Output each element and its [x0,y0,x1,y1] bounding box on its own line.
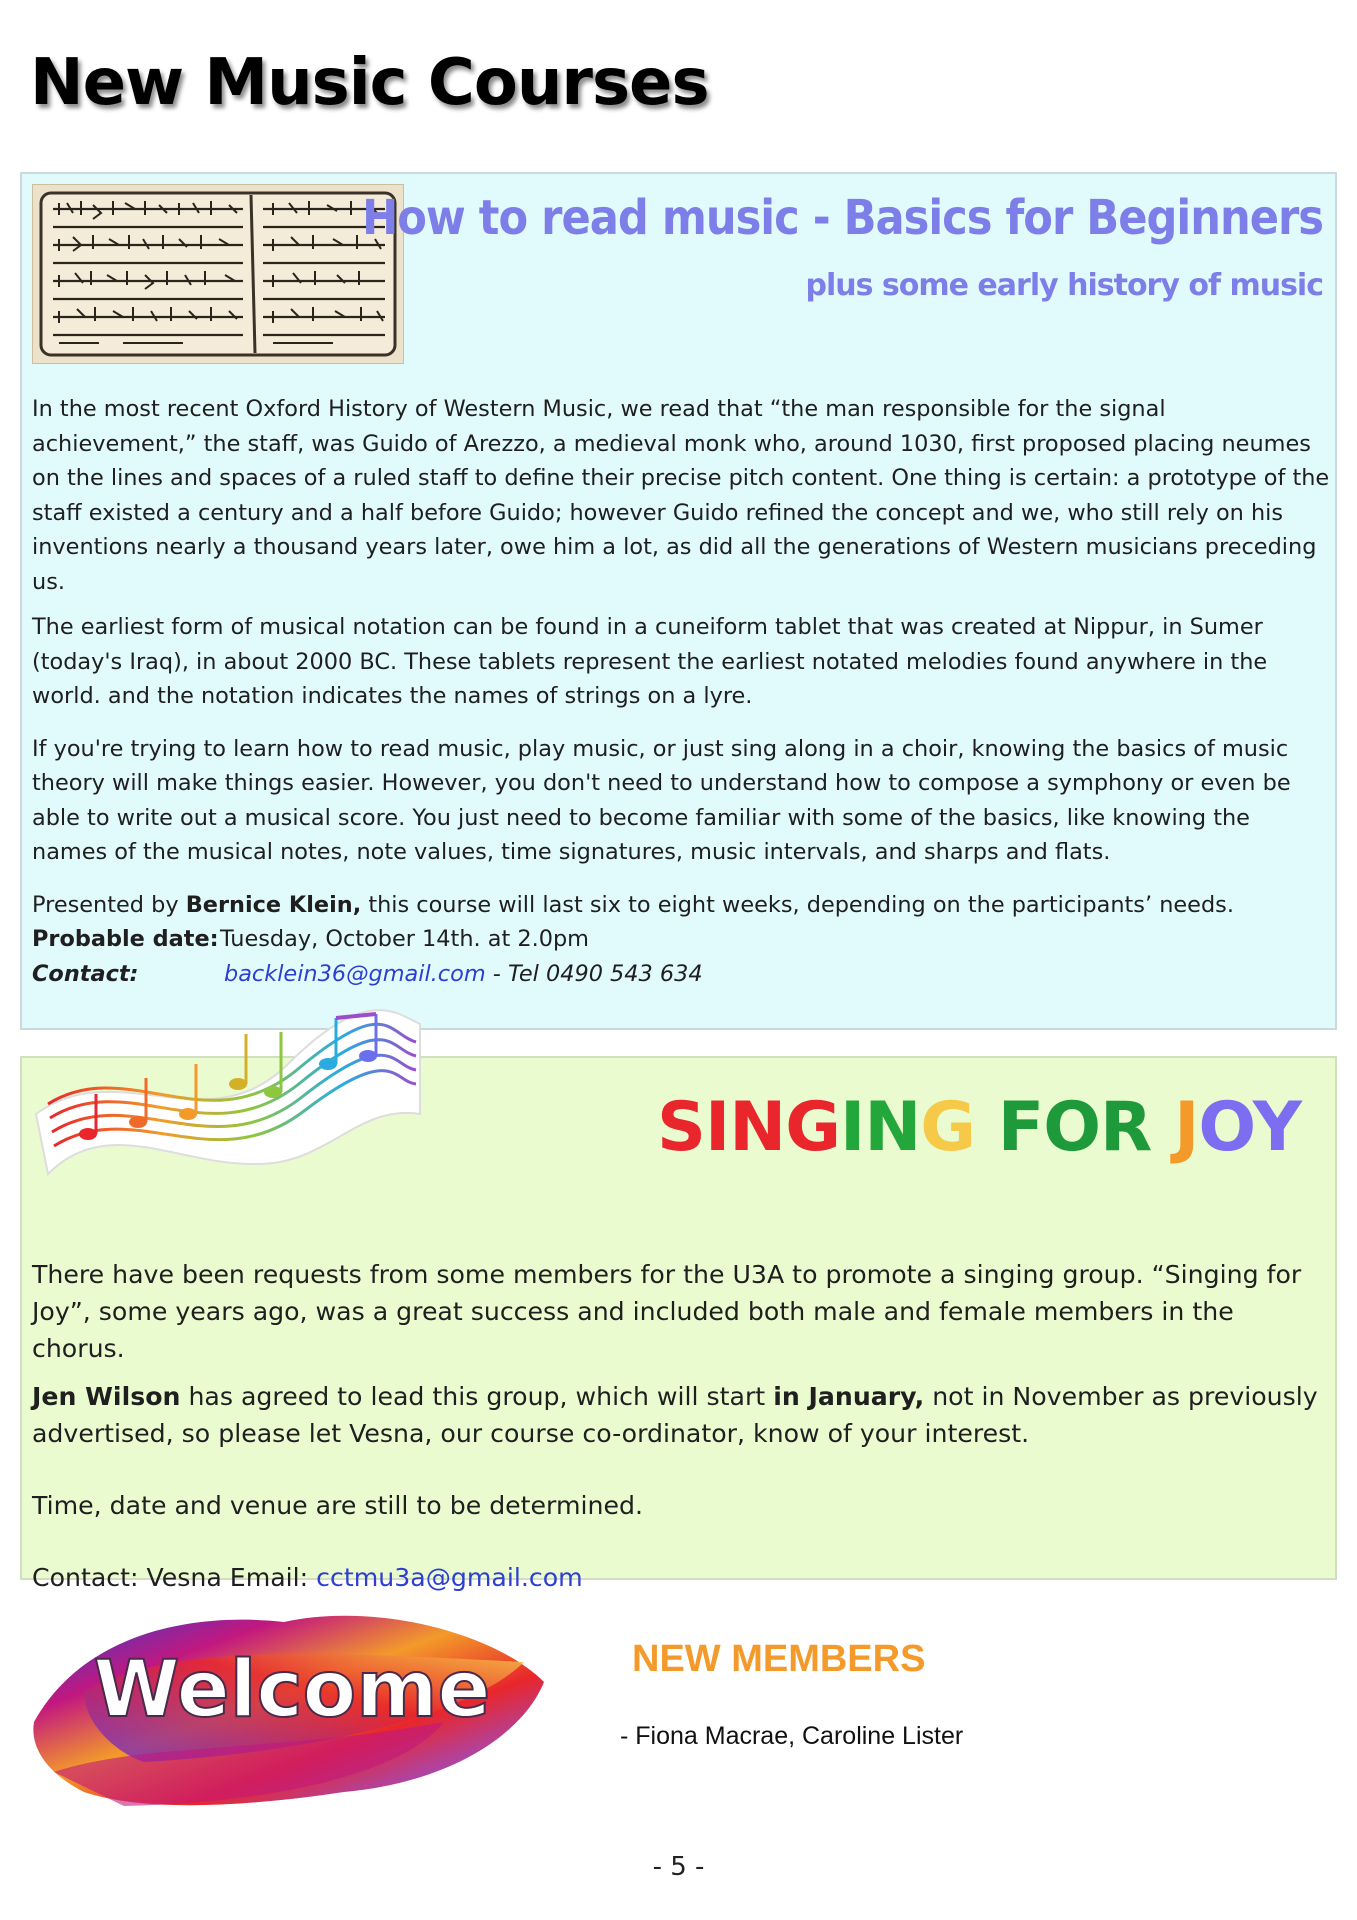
course-subtitle: plus some early history of music [805,268,1323,303]
presented-suffix: this course will last six to eight weeks, depending on the participants’ needs. [361,891,1234,918]
contact-phone: - Tel 0490 543 634 [485,960,703,987]
para2-end: not in November as previously advertised, so please let Vesna, our course co-ordinator, know of your interest. [32,1382,1318,1448]
page-title: New Music Courses [30,46,709,120]
para2-mid: has agreed to lead this group, which will start [180,1382,774,1411]
music-staff-drawing [28,994,428,1196]
date-label: Probable date: [32,926,219,952]
date-line [32,922,1332,957]
singing-paragraph-1: There have been requests from some members for the U3A to promote a singing group. “Singing for Joy”, some years ago, was a great success and included both male and female members in the chorus. [32,1260,1302,1363]
welcome-image [24,1592,560,1816]
joy-title-part: G [920,1088,976,1167]
singing-contact-prefix: Contact: Vesna Email: [32,1563,317,1592]
contact-email-link[interactable]: backlein36@gmail.com [224,960,486,987]
joy-title-part: SING [657,1088,841,1167]
contact-line [32,957,1332,992]
course-paragraph-2: The earliest form of musical notation can be found in a cuneiform tablet that was created at Nippur, in Sumer (today's Iraq), in about 2000 BC. These tablets represent the earliest notated melodies found anywhere in the world. and the notation indicates the names of strings on a lyre. [32,614,1268,709]
course-reading-music-panel [20,172,1337,1030]
joy-title-part: J [1174,1088,1199,1167]
singing-contact-email-link[interactable]: cctmu3a@gmail.com [316,1563,583,1592]
singing-paragraph-3: Time, date and venue are still to be determined. [32,1491,643,1520]
presenter-line [32,888,1332,923]
page-number: - 5 - [652,1852,705,1882]
course-paragraph-3: If you're trying to learn how to read music, play music, or just sing along in a choir, knowing the basics of music theory will make things easier. However, you don't need to understand how to compose a symphony or even be able to write out a musical score. You just need to become familiar with some of the basics, like knowing the names of the musical notes, note values, time signatures, music intervals, and sharps and flats. [32,735,1291,865]
joy-title-part: IN [840,1088,921,1167]
date-value: Tuesday, October 14th. at 2.0pm [220,926,589,952]
joy-title-part [975,1088,998,1167]
cuneiform-tablet-drawing [33,185,403,363]
singing-for-joy-title [657,1088,1301,1167]
course-paragraph-1: In the most recent Oxford History of Western Music, we read that “the man responsible for the signal achievement,” the staff, was Guido of Arezzo, a medieval monk who, around 1030, first proposed placing neumes on the lines and spaces of a ruled staff to define their precise pitch content. One thing is certain: a prototype of the staff existed a century and a half before Guido; however Guido refined the concept and we, who still rely on his inventions nearly a thousand years later, owe him a lot, as did all the generations of Western musicians preceding us. [32,396,1330,595]
new-members-names: - Fiona Macrae, Caroline Lister [620,1722,964,1750]
cuneiform-tablet-image [32,184,404,364]
leader-name: Jen Wilson [32,1382,181,1411]
singing-contact-line [32,1559,1332,1596]
singing-description [32,1256,1332,1596]
singing-paragraph-2 [32,1378,1332,1452]
welcome-word: Welcome [93,1645,491,1735]
joy-title-part: FOR [997,1088,1152,1167]
joy-title-part [1151,1088,1174,1167]
course-title: How to read music - Basics for Beginners [362,190,1323,246]
music-staff-notes-image [28,994,428,1196]
start-date: in January, [773,1382,925,1411]
new-members-title: NEW MEMBERS [632,1638,926,1680]
course-description [32,392,1332,991]
presenter-name: Bernice Klein, [185,891,362,918]
welcome-brush-drawing [24,1592,560,1816]
contact-label: Contact: [32,960,139,987]
joy-title-part: OY [1198,1088,1301,1167]
presented-prefix: Presented by [32,891,186,918]
